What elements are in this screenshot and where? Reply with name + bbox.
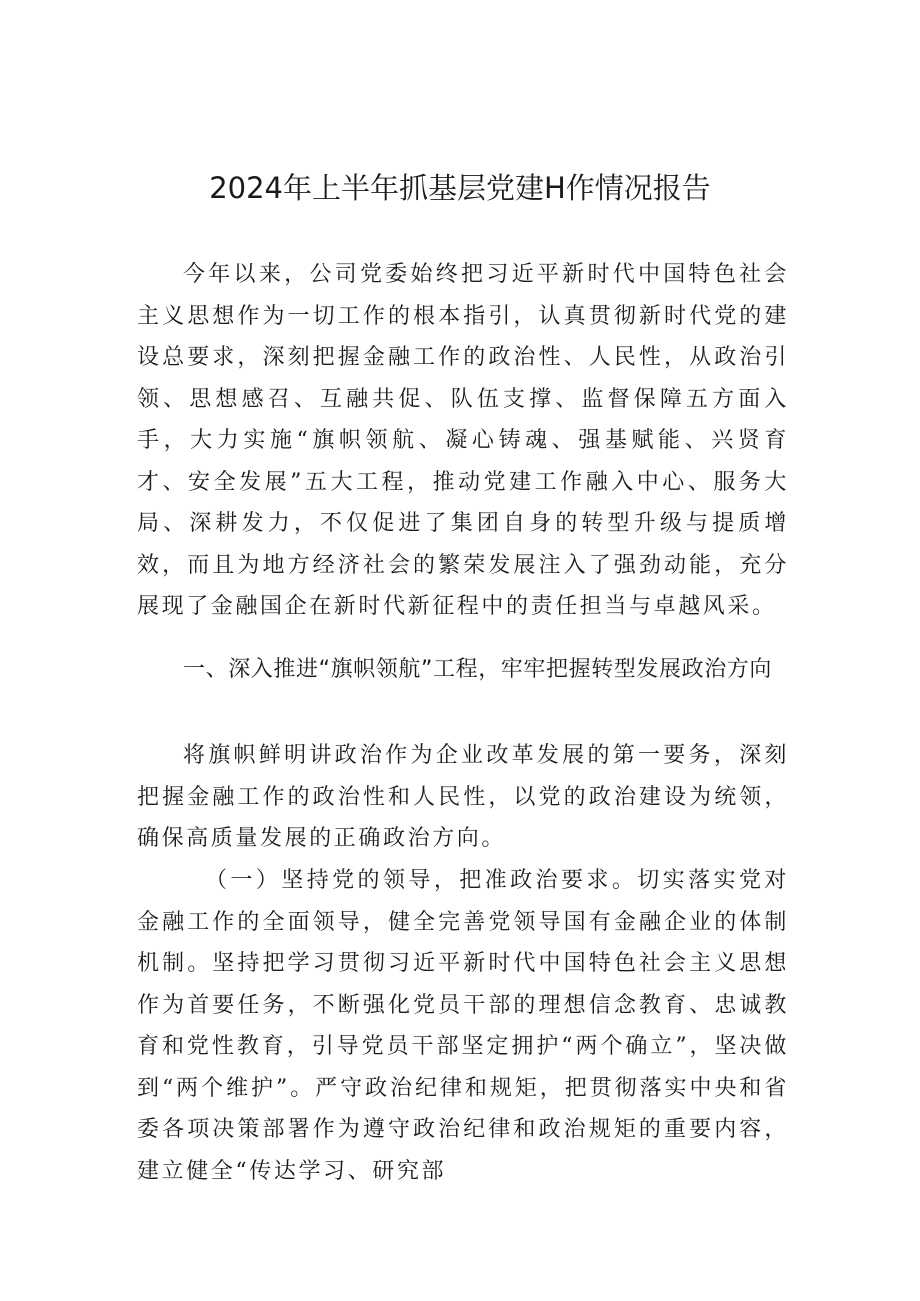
subsection-paragraph: （一）坚持党的领导，把准政治要求。切实落实党对金融工作的全面领导，健全完善党领导国有金融企业的体制机制。坚持把学习贯彻习近平新时代中国特色社会主义思想作为首要任务，不断强化党员干部的理想信念教育、忠诚教育和党性教育，引导党员干部坚定拥护“两个确立”，坚决做到“两个维护”。严守政治纪律和规矩，把贯彻落实中央和省委各项决策部署作为遵守政治纪律和政治规矩的重要内容，建立健全“传达学习、研究部 [137,868,789,1184]
document-title: 2024年上半年抓基层党建H作情况报告 [209,171,711,205]
section-heading: 一、深入推进“旗帜领航”工程，牢牢把握转型发展政治方向 [183,657,772,682]
intro-paragraph: 今年以来，公司党委始终把习近平新时代中国特色社会主义思想作为一切工作的根本指引，认真贯彻新时代党的建设总要求，深刻把握金融工作的政治性、人民性，从政治引领、思想感召、互融共促、队伍支撑、监督保障五方面入手，大力实施“旗帜领航、凝心铸魂、强基赋能、兴贤育才、安全发展”五大工程，推动党建工作融入中心、服务大局、深耕发力，不仅促进了集团自身的转型升级与提质增效，而且为地方经济社会的繁荣发展注入了强劲动能，充分展现了金融国企在新时代新征程中的责任担当与卓越风采。 [137,262,789,619]
section-paragraph: 将旗帜鲜明讲政治作为企业改革发展的第一要务，深刻把握金融工作的政治性和人民性，以党的政治建设为统领，确保高质量发展的正确政治方向。 [137,743,789,851]
